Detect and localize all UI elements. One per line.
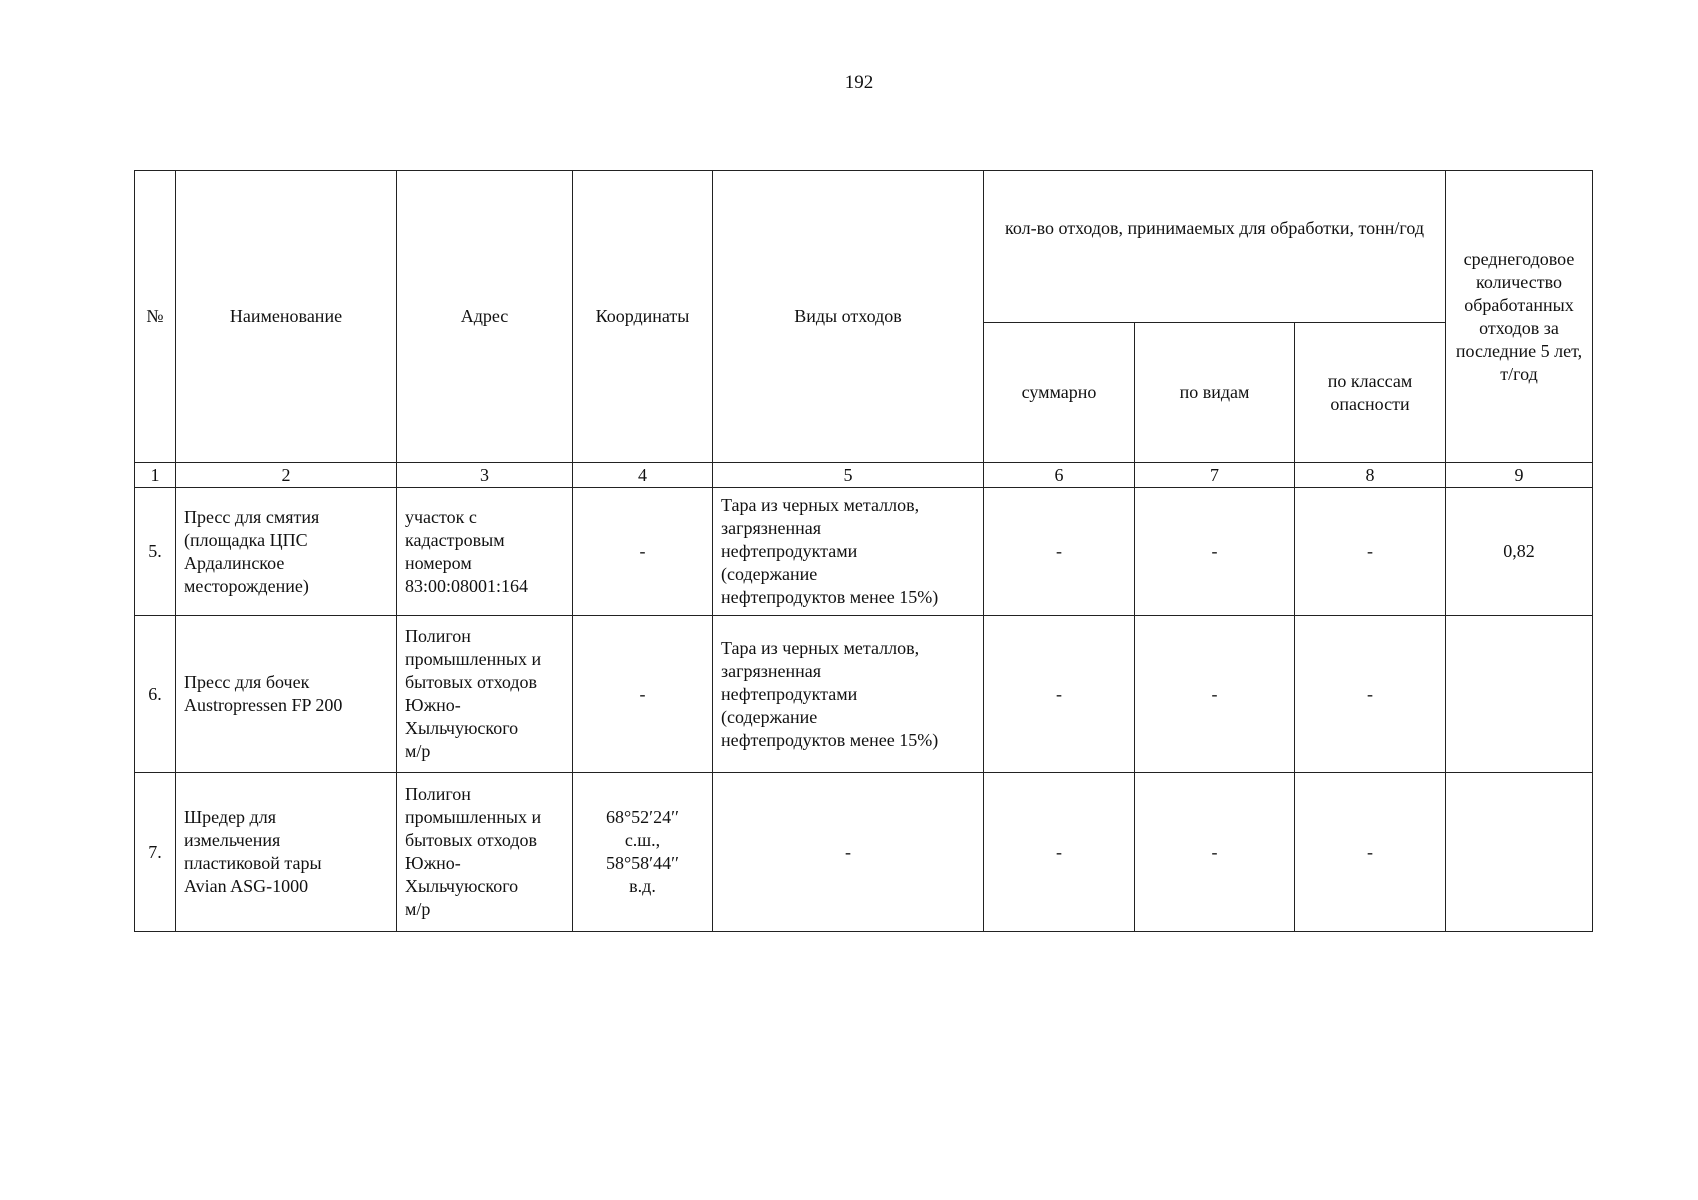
row-number: 7. — [135, 773, 176, 932]
row-name: Шредер для измельчения пластиковой тары Avian ASG-1000 — [176, 773, 397, 932]
row-address: участок с кадастровым номером 83:00:08001:164 — [397, 488, 573, 616]
row-avg-annual: 0,82 — [1446, 488, 1593, 616]
table-row — [135, 488, 1593, 616]
table-row — [135, 616, 1593, 773]
header-waste-types: Виды отходов — [713, 171, 984, 463]
row-name: Пресс для смятия (площадка ЦПС Ардалинское месторождение) — [176, 488, 397, 616]
column-number: 8 — [1295, 463, 1446, 488]
row-by-type: - — [1135, 488, 1295, 616]
row-by-type: - — [1135, 773, 1295, 932]
header-coordinates: Координаты — [573, 171, 713, 463]
row-coordinates: - — [573, 488, 713, 616]
column-number: 7 — [1135, 463, 1295, 488]
header-total: суммарно — [984, 323, 1135, 463]
row-coordinates: - — [573, 616, 713, 773]
header-by-hazard-class: по классам опасности — [1295, 323, 1446, 463]
column-number: 3 — [397, 463, 573, 488]
table-row — [135, 773, 1593, 932]
column-number: 6 — [984, 463, 1135, 488]
header-row-top — [135, 171, 1593, 323]
row-total: - — [984, 773, 1135, 932]
row-total: - — [984, 488, 1135, 616]
row-by-type: - — [1135, 616, 1295, 773]
column-number-row — [135, 463, 1593, 488]
header-avg-annual: среднегодовое количество обработанных отходов за последние 5 лет, т/год — [1446, 171, 1593, 463]
header-no: № — [135, 171, 176, 463]
row-coordinates: 68°52′24′′ с.ш., 58°58′44′′ в.д. — [573, 773, 713, 932]
row-name: Пресс для бочек Austropressen FP 200 — [176, 616, 397, 773]
row-by-hazard-class: - — [1295, 488, 1446, 616]
header-by-type: по видам — [1135, 323, 1295, 463]
row-waste-types: Тара из черных металлов, загрязненная нефтепродуктами (содержание нефтепродуктов менее 15%) — [713, 616, 984, 773]
page-number: 192 — [844, 72, 874, 93]
column-number: 2 — [176, 463, 397, 488]
column-number: 4 — [573, 463, 713, 488]
row-waste-types: - — [713, 773, 984, 932]
row-by-hazard-class: - — [1295, 616, 1446, 773]
row-by-hazard-class: - — [1295, 773, 1446, 932]
row-avg-annual — [1446, 773, 1593, 932]
column-number: 5 — [713, 463, 984, 488]
row-waste-types: Тара из черных металлов, загрязненная нефтепродуктами (содержание нефтепродуктов менее 15%) — [713, 488, 984, 616]
row-number: 5. — [135, 488, 176, 616]
header-address: Адрес — [397, 171, 573, 463]
column-number: 9 — [1446, 463, 1593, 488]
waste-processing-table — [134, 170, 1593, 932]
column-number: 1 — [135, 463, 176, 488]
header-amount-group: кол-во отходов, принимаемых для обработки, тонн/год — [984, 171, 1446, 323]
header-name: Наименование — [176, 171, 397, 463]
row-address: Полигон промышленных и бытовых отходов Южно- Хыльчуюского м/р — [397, 616, 573, 773]
row-address: Полигон промышленных и бытовых отходов Южно- Хыльчуюского м/р — [397, 773, 573, 932]
row-number: 6. — [135, 616, 176, 773]
row-total: - — [984, 616, 1135, 773]
row-avg-annual — [1446, 616, 1593, 773]
